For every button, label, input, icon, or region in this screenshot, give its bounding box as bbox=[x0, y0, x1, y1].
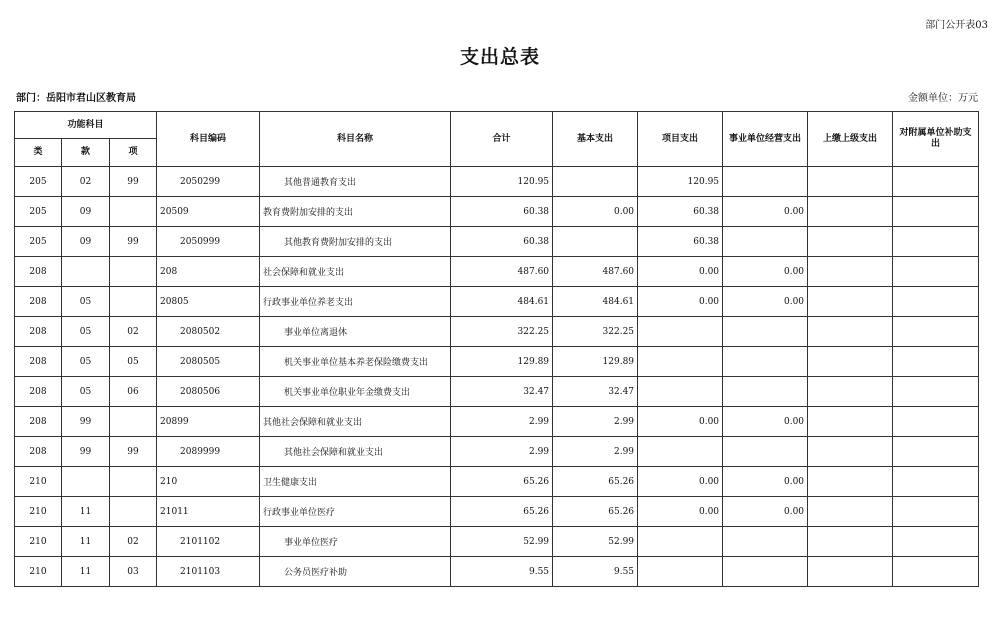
cell-kuan: 11 bbox=[62, 497, 110, 527]
cell-subsidy bbox=[893, 347, 979, 377]
cell-project bbox=[638, 557, 723, 587]
page-title: 支出总表 bbox=[459, 46, 540, 68]
cell-total: 65.26 bbox=[451, 497, 553, 527]
table-row bbox=[15, 497, 979, 527]
cell-xiang: 99 bbox=[110, 437, 157, 467]
cell-name: 机关事业单位基本养老保险缴费支出 bbox=[260, 347, 451, 377]
cell-code: 20509 bbox=[157, 197, 260, 227]
table-row bbox=[15, 407, 979, 437]
cell-name: 事业单位医疗 bbox=[260, 527, 451, 557]
cell-upper bbox=[808, 197, 893, 227]
cell-business bbox=[723, 557, 808, 587]
cell-kuan: 05 bbox=[62, 317, 110, 347]
table-row bbox=[15, 527, 979, 557]
table-row bbox=[15, 197, 979, 227]
cell-subsidy bbox=[893, 497, 979, 527]
cell-xiang: 06 bbox=[110, 377, 157, 407]
cell-total: 120.95 bbox=[451, 167, 553, 197]
cell-kuan: 99 bbox=[62, 407, 110, 437]
cell-basic: 9.55 bbox=[553, 557, 638, 587]
cell-basic: 2.99 bbox=[553, 437, 638, 467]
cell-code: 21011 bbox=[157, 497, 260, 527]
cell-name: 行政事业单位养老支出 bbox=[260, 287, 451, 317]
cell-basic bbox=[553, 167, 638, 197]
cell-xiang: 02 bbox=[110, 527, 157, 557]
expenditure-table bbox=[14, 111, 979, 587]
cell-total: 129.89 bbox=[451, 347, 553, 377]
cell-code: 2101102 bbox=[157, 527, 260, 557]
cell-upper bbox=[808, 167, 893, 197]
cell-name: 事业单位离退休 bbox=[260, 317, 451, 347]
cell-project: 120.95 bbox=[638, 167, 723, 197]
cell-project: 0.00 bbox=[638, 407, 723, 437]
cell-upper bbox=[808, 347, 893, 377]
cell-business bbox=[723, 377, 808, 407]
header-function-subject: 功能科目 bbox=[15, 112, 157, 139]
cell-business: 0.00 bbox=[723, 257, 808, 287]
cell-upper bbox=[808, 467, 893, 497]
cell-subsidy bbox=[893, 167, 979, 197]
cell-code: 20899 bbox=[157, 407, 260, 437]
cell-basic: 129.89 bbox=[553, 347, 638, 377]
cell-total: 60.38 bbox=[451, 197, 553, 227]
cell-xiang bbox=[110, 467, 157, 497]
cell-project bbox=[638, 377, 723, 407]
cell-subsidy bbox=[893, 257, 979, 287]
cell-business: 0.00 bbox=[723, 467, 808, 497]
cell-lei: 205 bbox=[15, 227, 62, 257]
cell-xiang: 02 bbox=[110, 317, 157, 347]
cell-name: 其他普通教育支出 bbox=[260, 167, 451, 197]
cell-code: 208 bbox=[157, 257, 260, 287]
cell-project: 0.00 bbox=[638, 287, 723, 317]
header-lei: 类 bbox=[15, 139, 62, 167]
cell-code: 20805 bbox=[157, 287, 260, 317]
cell-total: 9.55 bbox=[451, 557, 553, 587]
cell-subsidy bbox=[893, 437, 979, 467]
cell-kuan: 05 bbox=[62, 377, 110, 407]
table-row bbox=[15, 287, 979, 317]
table-row bbox=[15, 257, 979, 287]
cell-business bbox=[723, 527, 808, 557]
cell-total: 2.99 bbox=[451, 437, 553, 467]
cell-lei: 210 bbox=[15, 497, 62, 527]
cell-project bbox=[638, 347, 723, 377]
cell-total: 487.60 bbox=[451, 257, 553, 287]
cell-code: 2101103 bbox=[157, 557, 260, 587]
amount-unit-label: 金额单位：万元 bbox=[908, 93, 978, 104]
cell-total: 2.99 bbox=[451, 407, 553, 437]
cell-kuan: 05 bbox=[62, 347, 110, 377]
header-xiang: 项 bbox=[110, 139, 157, 167]
cell-lei: 210 bbox=[15, 467, 62, 497]
header-total: 合计 bbox=[451, 112, 553, 167]
cell-xiang bbox=[110, 197, 157, 227]
cell-upper bbox=[808, 497, 893, 527]
cell-project: 0.00 bbox=[638, 467, 723, 497]
cell-xiang: 99 bbox=[110, 167, 157, 197]
cell-subsidy bbox=[893, 557, 979, 587]
table-row bbox=[15, 167, 979, 197]
cell-total: 52.99 bbox=[451, 527, 553, 557]
cell-upper bbox=[808, 257, 893, 287]
cell-name: 卫生健康支出 bbox=[260, 467, 451, 497]
header-code: 科目编码 bbox=[157, 112, 260, 167]
cell-xiang bbox=[110, 497, 157, 527]
cell-lei: 205 bbox=[15, 197, 62, 227]
cell-lei: 210 bbox=[15, 527, 62, 557]
table-row bbox=[15, 377, 979, 407]
cell-xiang: 03 bbox=[110, 557, 157, 587]
cell-kuan: 09 bbox=[62, 197, 110, 227]
cell-name: 其他教育费附加安排的支出 bbox=[260, 227, 451, 257]
header-kuan: 款 bbox=[62, 139, 110, 167]
cell-code: 2050999 bbox=[157, 227, 260, 257]
cell-basic: 487.60 bbox=[553, 257, 638, 287]
cell-basic bbox=[553, 227, 638, 257]
cell-subsidy bbox=[893, 287, 979, 317]
cell-kuan: 02 bbox=[62, 167, 110, 197]
cell-total: 322.25 bbox=[451, 317, 553, 347]
cell-code: 2080506 bbox=[157, 377, 260, 407]
cell-lei: 208 bbox=[15, 437, 62, 467]
cell-name: 其他社会保障和就业支出 bbox=[260, 437, 451, 467]
department-label: 部门：岳阳市君山区教育局 bbox=[16, 93, 136, 104]
cell-xiang: 05 bbox=[110, 347, 157, 377]
cell-lei: 208 bbox=[15, 347, 62, 377]
cell-upper bbox=[808, 527, 893, 557]
cell-code: 2089999 bbox=[157, 437, 260, 467]
cell-business: 0.00 bbox=[723, 497, 808, 527]
cell-business bbox=[723, 167, 808, 197]
cell-business: 0.00 bbox=[723, 197, 808, 227]
cell-code: 2050299 bbox=[157, 167, 260, 197]
cell-lei: 208 bbox=[15, 257, 62, 287]
table-row bbox=[15, 227, 979, 257]
cell-basic: 322.25 bbox=[553, 317, 638, 347]
cell-subsidy bbox=[893, 377, 979, 407]
header-basic: 基本支出 bbox=[553, 112, 638, 167]
cell-lei: 208 bbox=[15, 377, 62, 407]
cell-total: 60.38 bbox=[451, 227, 553, 257]
cell-basic: 32.47 bbox=[553, 377, 638, 407]
cell-name: 社会保障和就业支出 bbox=[260, 257, 451, 287]
cell-name: 公务员医疗补助 bbox=[260, 557, 451, 587]
cell-kuan: 09 bbox=[62, 227, 110, 257]
table-row bbox=[15, 347, 979, 377]
cell-upper bbox=[808, 437, 893, 467]
cell-subsidy bbox=[893, 467, 979, 497]
cell-kuan: 11 bbox=[62, 557, 110, 587]
cell-kuan: 05 bbox=[62, 287, 110, 317]
cell-name: 机关事业单位职业年金缴费支出 bbox=[260, 377, 451, 407]
cell-upper bbox=[808, 227, 893, 257]
cell-code: 2080502 bbox=[157, 317, 260, 347]
table-row bbox=[15, 437, 979, 467]
cell-basic: 52.99 bbox=[553, 527, 638, 557]
table-row bbox=[15, 557, 979, 587]
cell-total: 484.61 bbox=[451, 287, 553, 317]
cell-kuan: 11 bbox=[62, 527, 110, 557]
cell-upper bbox=[808, 317, 893, 347]
header-project: 项目支出 bbox=[638, 112, 723, 167]
cell-kuan bbox=[62, 467, 110, 497]
cell-basic: 0.00 bbox=[553, 197, 638, 227]
cell-name: 教育费附加安排的支出 bbox=[260, 197, 451, 227]
table-row bbox=[15, 467, 979, 497]
cell-upper bbox=[808, 407, 893, 437]
header-name: 科目名称 bbox=[260, 112, 451, 167]
cell-project bbox=[638, 317, 723, 347]
table-row bbox=[15, 317, 979, 347]
cell-project: 60.38 bbox=[638, 197, 723, 227]
cell-business bbox=[723, 437, 808, 467]
cell-basic: 65.26 bbox=[553, 497, 638, 527]
cell-business bbox=[723, 317, 808, 347]
form-code: 部门公开表03 bbox=[925, 20, 988, 31]
cell-lei: 208 bbox=[15, 287, 62, 317]
cell-upper bbox=[808, 557, 893, 587]
cell-business: 0.00 bbox=[723, 287, 808, 317]
cell-project: 0.00 bbox=[638, 257, 723, 287]
header-subsidy: 对附属单位补助支出 bbox=[893, 112, 979, 167]
cell-upper bbox=[808, 287, 893, 317]
cell-subsidy bbox=[893, 527, 979, 557]
cell-total: 32.47 bbox=[451, 377, 553, 407]
cell-project: 0.00 bbox=[638, 497, 723, 527]
cell-code: 210 bbox=[157, 467, 260, 497]
cell-business: 0.00 bbox=[723, 407, 808, 437]
cell-lei: 208 bbox=[15, 317, 62, 347]
header-upper: 上缴上级支出 bbox=[808, 112, 893, 167]
cell-project bbox=[638, 437, 723, 467]
cell-xiang bbox=[110, 287, 157, 317]
cell-upper bbox=[808, 377, 893, 407]
cell-name: 行政事业单位医疗 bbox=[260, 497, 451, 527]
cell-name: 其他社会保障和就业支出 bbox=[260, 407, 451, 437]
cell-project: 60.38 bbox=[638, 227, 723, 257]
cell-xiang bbox=[110, 407, 157, 437]
cell-code: 2080505 bbox=[157, 347, 260, 377]
cell-subsidy bbox=[893, 407, 979, 437]
cell-basic: 2.99 bbox=[553, 407, 638, 437]
cell-lei: 205 bbox=[15, 167, 62, 197]
cell-project bbox=[638, 527, 723, 557]
cell-kuan: 99 bbox=[62, 437, 110, 467]
cell-subsidy bbox=[893, 227, 979, 257]
cell-business bbox=[723, 347, 808, 377]
cell-xiang: 99 bbox=[110, 227, 157, 257]
cell-total: 65.26 bbox=[451, 467, 553, 497]
header-business: 事业单位经营支出 bbox=[723, 112, 808, 167]
cell-basic: 484.61 bbox=[553, 287, 638, 317]
cell-kuan bbox=[62, 257, 110, 287]
cell-business bbox=[723, 227, 808, 257]
cell-lei: 210 bbox=[15, 557, 62, 587]
cell-basic: 65.26 bbox=[553, 467, 638, 497]
cell-lei: 208 bbox=[15, 407, 62, 437]
cell-xiang bbox=[110, 257, 157, 287]
cell-subsidy bbox=[893, 197, 979, 227]
cell-subsidy bbox=[893, 317, 979, 347]
